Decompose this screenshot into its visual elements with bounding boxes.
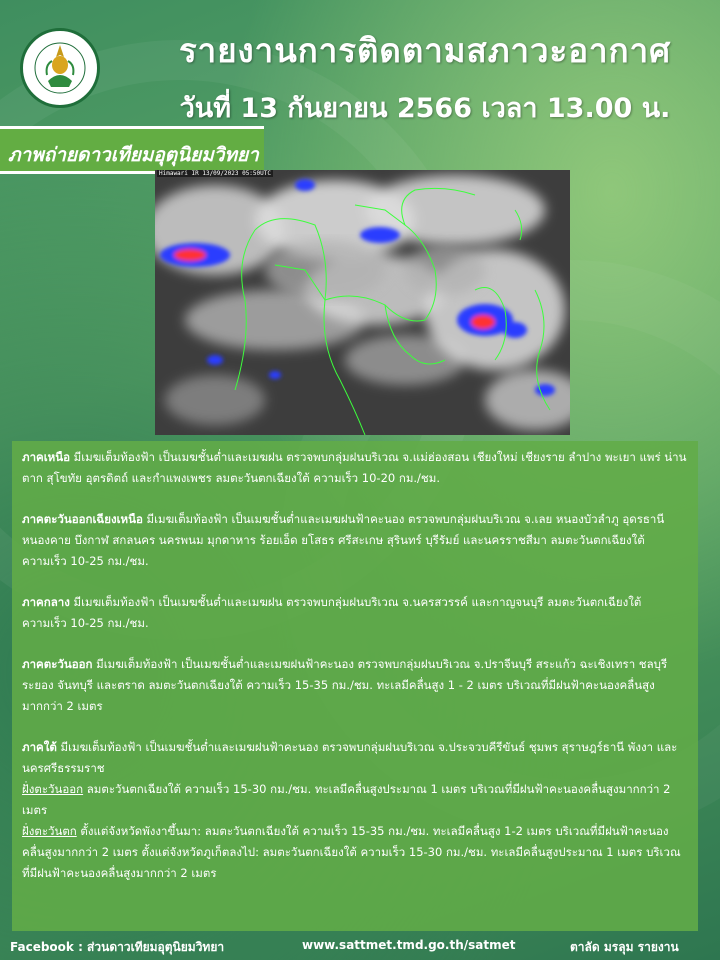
report-north [22,447,688,489]
coast-label-west: ฝั่งตะวันตก [22,824,77,838]
satellite-caption: Himawari IR 13/09/2023 05:50UTC [159,170,271,177]
report-central [22,592,688,634]
coast-label-east: ฝั่งตะวันออก [22,782,84,796]
region-label: ภาคกลาง [22,595,70,609]
region-text: มีเมฆเต็มท้องฟ้า เป็นเมฆชั้นต่ำและเมฆฝนฟ้าคะนอง ตรวจพบกลุ่มฝนบริเวณ จ.ปราจีนบุรี สระแก้ว ฉะเชิงเทรา ชลบุรี ระยอง จันทบุรี และตราด ลมตะวันตกเฉียงใต้ ความเร็ว 15-35 กม./ชม. ทะเลมีคลื่นสูง 1 - 2 เมตร บริเวณที่มีฝนฟ้าคะนองคลื่นสูงมากกว่า 2 เมตร [22,657,668,713]
satellite-map [155,170,570,435]
report-south [22,737,688,884]
region-label: ภาคใต้ [22,740,57,754]
tmd-logo [20,28,100,108]
region-label: ภาคตะวันออกเฉียงเหนือ [22,512,143,526]
weather-report [12,441,698,931]
report-date: วันที่ 13 กันยายน 2566 เวลา 13.00 น. [179,93,671,124]
region-text: มีเมฆเต็มท้องฟ้า เป็นเมฆชั้นต่ำและเมฆฝนฟ้าคะนอง ตรวจพบกลุ่มฝนบริเวณ จ.ประจวบคีรีขันธ์ ชุมพร สุราษฎร์ธานี พังงา และนครศรีธรรมราช [22,740,678,775]
report-east [22,654,688,717]
page-title: รายงานการติดตามสภาวะอากาศ [178,31,672,70]
satellite-image [155,170,570,435]
reporter-credit: ตาลัด มรลุม รายงาน [570,940,679,954]
region-label: ภาคตะวันออก [22,657,93,671]
report-northeast [22,509,688,572]
region-label: ภาคเหนือ [22,450,71,464]
region-text: มีเมฆเต็มท้องฟ้า เป็นเมฆชั้นต่ำและเมฆฝนฟ้าคะนอง ตรวจพบกลุ่มฝนบริเวณ จ.เลย หนองบัวลำภู อุดรธานี หนองคาย บึงกาฬ สกลนคร นครพนม มุกดาหาร ร้อยเอ็ด ยโสธร ศรีสะเกษ สุรินทร์ บุรีรัมย์ และนครราชสีมา ลมตะวันตกเฉียงใต้ ความเร็ว 10-25 กม./ชม. [22,512,665,568]
section-header [0,126,264,174]
footer [0,935,720,960]
facebook-link[interactable]: Facebook : ส่วนดาวเทียมอุตุนิยมวิทยา [10,940,225,954]
region-text: มีเมฆเต็มท้องฟ้า เป็นเมฆชั้นต่ำและเมฆฝน ตรวจพบกลุ่มฝนบริเวณ จ.นครสวรรค์ และกาญจนบุรี ลมตะวันตกเฉียงใต้ ความเร็ว 10-25 กม./ชม. [22,595,642,630]
coast-text-east: ลมตะวันตกเฉียงใต้ ความเร็ว 15-30 กม./ชม. ทะเลมีคลื่นสูงประมาณ 1 เมตร บริเวณที่มีฝนฟ้าคะนองคลื่นสูงมากกว่า 2 เมตร [22,782,671,817]
section-label: ภาพถ่ายดาวเทียมอุตุนิยมวิทยา [8,144,259,166]
region-text: มีเมฆเต็มท้องฟ้า เป็นเมฆชั้นต่ำและเมฆฝน ตรวจพบกลุ่มฝนบริเวณ จ.แม่ฮ่องสอน เชียงใหม่ เชียงราย ลำปาง พะเยา แพร่ น่าน ตาก สุโขทัย อุตรดิตถ์ และกำแพงเพชร ลมตะวันตกเฉียงใต้ ความเร็ว 10-20 กม./ชม. [22,450,687,485]
coast-text-west: ตั้งแต่จังหวัดพังงาขึ้นมา: ลมตะวันตกเฉียงใต้ ความเร็ว 15-35 กม./ชม. ทะเลมีคลื่นสูง 1-2 เมตร บริเวณที่มีฝนฟ้าคะนองคลื่นสูงมากกว่า 2 เมตร ตั้งแต่จังหวัดภูเก็ตลงไป: ลมตะวันตกเฉียงใต้ ความเร็ว 15-30 กม./ชม. ทะเลมีคลื่นสูงประมาณ 1 เมตร บริเวณที่มีฝนฟ้าคะนองคลื่นสูงมากกว่า 2 เมตร [22,824,681,880]
website-link[interactable]: www.sattmet.tmd.go.th/satmet [302,938,516,952]
